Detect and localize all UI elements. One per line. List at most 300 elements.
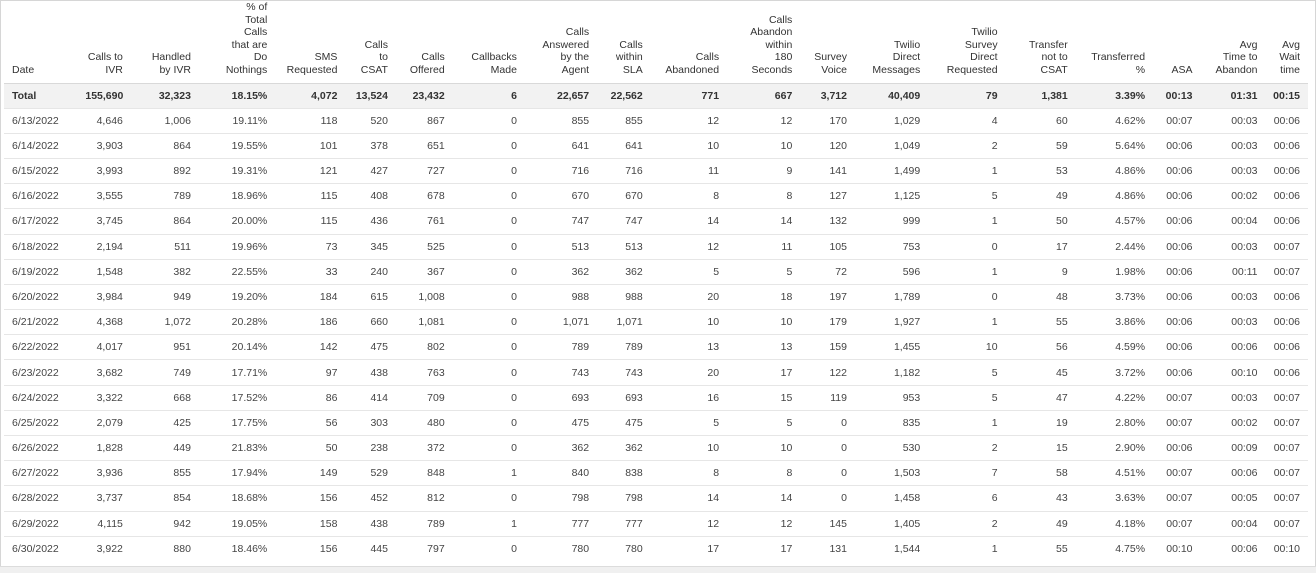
table-row bbox=[4, 360, 1308, 385]
table-cell: 00:06 bbox=[1266, 133, 1308, 158]
table-cell: 1,071 bbox=[525, 310, 597, 335]
table-cell: 184 bbox=[275, 284, 345, 309]
table-cell: 848 bbox=[396, 461, 453, 486]
table-cell: 596 bbox=[855, 259, 928, 284]
table-cell: 238 bbox=[345, 436, 396, 461]
table-cell: 5 bbox=[928, 360, 1005, 385]
table-cell: 186 bbox=[275, 310, 345, 335]
table-cell: 2 bbox=[928, 133, 1005, 158]
table-cell: 14 bbox=[651, 486, 727, 511]
table-cell: 00:10 bbox=[1201, 360, 1266, 385]
table-cell: 3,745 bbox=[81, 209, 131, 234]
table-cell: 880 bbox=[131, 536, 199, 561]
table-cell: 17.75% bbox=[199, 410, 275, 435]
table-cell: 0 bbox=[453, 158, 525, 183]
table-cell: 812 bbox=[396, 486, 453, 511]
row-date-cell: 6/24/2022 bbox=[4, 385, 81, 410]
row-date-cell: 6/27/2022 bbox=[4, 461, 81, 486]
row-date-cell: 6/17/2022 bbox=[4, 209, 81, 234]
table-cell: 14 bbox=[727, 209, 800, 234]
table-cell: 0 bbox=[800, 486, 855, 511]
column-header[interactable]: Twilio Survey Direct Requested bbox=[946, 26, 998, 76]
table-cell: 00:07 bbox=[1266, 259, 1308, 284]
table-row bbox=[4, 335, 1308, 360]
table-row bbox=[4, 436, 1308, 461]
table-cell: 427 bbox=[345, 158, 396, 183]
table-cell: 0 bbox=[453, 410, 525, 435]
table-cell: 1,503 bbox=[855, 461, 928, 486]
row-date-cell: 6/16/2022 bbox=[4, 184, 81, 209]
table-cell: 170 bbox=[800, 108, 855, 133]
table-cell: 142 bbox=[275, 335, 345, 360]
table-cell: 1,049 bbox=[855, 133, 928, 158]
table-cell: 3.39% bbox=[1076, 83, 1153, 108]
table-cell: 4.62% bbox=[1076, 108, 1153, 133]
table-cell: 854 bbox=[131, 486, 199, 511]
table-cell: 362 bbox=[525, 436, 597, 461]
table-cell: 0 bbox=[453, 335, 525, 360]
row-date-cell: 6/25/2022 bbox=[4, 410, 81, 435]
table-cell: 864 bbox=[131, 209, 199, 234]
table-cell: 743 bbox=[597, 360, 651, 385]
table-cell: 00:06 bbox=[1266, 158, 1308, 183]
table-cell: 00:07 bbox=[1266, 436, 1308, 461]
table-cell: 1 bbox=[453, 511, 525, 536]
column-header[interactable]: Calls Offered bbox=[409, 51, 445, 76]
table-cell: 132 bbox=[800, 209, 855, 234]
table-cell: 22,657 bbox=[525, 83, 597, 108]
table-cell: 1.98% bbox=[1076, 259, 1153, 284]
table-cell: 1,458 bbox=[855, 486, 928, 511]
column-header[interactable]: Transferred % bbox=[1091, 51, 1146, 76]
table-cell: 00:03 bbox=[1201, 108, 1266, 133]
table-cell: 303 bbox=[345, 410, 396, 435]
table-row bbox=[4, 511, 1308, 536]
table-cell: 408 bbox=[345, 184, 396, 209]
table-cell: 651 bbox=[396, 133, 453, 158]
column-header[interactable]: Calls Abandon within 180 Seconds bbox=[750, 13, 793, 76]
column-header[interactable]: Twilio Direct Messages bbox=[872, 38, 921, 76]
table-cell: 00:03 bbox=[1201, 284, 1266, 309]
table-cell: 475 bbox=[345, 335, 396, 360]
table-cell: 475 bbox=[597, 410, 651, 435]
table-cell: 4.57% bbox=[1076, 209, 1153, 234]
table-cell: 513 bbox=[525, 234, 597, 259]
table-cell: 47 bbox=[1006, 385, 1076, 410]
column-header[interactable]: Transfer not to CSAT bbox=[1029, 38, 1068, 76]
row-date-cell: 6/21/2022 bbox=[4, 310, 81, 335]
column-header[interactable]: Avg Wait time bbox=[1279, 38, 1300, 76]
row-date-cell: 6/28/2022 bbox=[4, 486, 81, 511]
table-cell: 3,555 bbox=[81, 184, 131, 209]
table-cell: 10 bbox=[651, 436, 727, 461]
row-date-cell: 6/15/2022 bbox=[4, 158, 81, 183]
table-cell: 8 bbox=[651, 184, 727, 209]
table-cell: 693 bbox=[525, 385, 597, 410]
table-cell: 56 bbox=[1006, 335, 1076, 360]
table-cell: 855 bbox=[525, 108, 597, 133]
table-cell: 951 bbox=[131, 335, 199, 360]
table-row bbox=[4, 184, 1308, 209]
table-cell: 942 bbox=[131, 511, 199, 536]
table-cell: 58 bbox=[1006, 461, 1076, 486]
table-cell: 4.18% bbox=[1076, 511, 1153, 536]
table-cell: 00:06 bbox=[1153, 158, 1200, 183]
table-cell: 855 bbox=[131, 461, 199, 486]
column-header[interactable]: ASA bbox=[1171, 63, 1193, 76]
table-cell: 120 bbox=[800, 133, 855, 158]
table-cell: 8 bbox=[727, 184, 800, 209]
table-cell: 641 bbox=[597, 133, 651, 158]
table-cell: 197 bbox=[800, 284, 855, 309]
table-cell: 15 bbox=[727, 385, 800, 410]
table-cell: 864 bbox=[131, 133, 199, 158]
table-cell: 9 bbox=[727, 158, 800, 183]
table-cell: 131 bbox=[800, 536, 855, 561]
table-cell: 3.72% bbox=[1076, 360, 1153, 385]
table-cell: 00:06 bbox=[1153, 360, 1200, 385]
table-cell: 4,017 bbox=[81, 335, 131, 360]
table-cell: 641 bbox=[525, 133, 597, 158]
table-cell: 00:06 bbox=[1153, 284, 1200, 309]
table-cell: 40,409 bbox=[855, 83, 928, 108]
table-cell: 20.00% bbox=[199, 209, 275, 234]
table-cell: 747 bbox=[525, 209, 597, 234]
table-cell: 988 bbox=[525, 284, 597, 309]
table-cell: 20.28% bbox=[199, 310, 275, 335]
table-cell: 362 bbox=[597, 436, 651, 461]
table-cell: 716 bbox=[597, 158, 651, 183]
table-cell: 00:06 bbox=[1266, 284, 1308, 309]
table-cell: 16 bbox=[651, 385, 727, 410]
table-cell: 436 bbox=[345, 209, 396, 234]
table-cell: 50 bbox=[275, 436, 345, 461]
table-cell: 00:07 bbox=[1266, 486, 1308, 511]
table-cell: 0 bbox=[453, 536, 525, 561]
table-cell: 789 bbox=[597, 335, 651, 360]
table-cell: 00:06 bbox=[1266, 184, 1308, 209]
table-cell: 18 bbox=[727, 284, 800, 309]
column-header[interactable]: Calls to CSAT bbox=[360, 38, 388, 76]
table-cell: 00:06 bbox=[1153, 133, 1200, 158]
table-cell: 240 bbox=[345, 259, 396, 284]
row-date-cell: 6/18/2022 bbox=[4, 234, 81, 259]
table-row bbox=[4, 536, 1308, 561]
table-cell: 988 bbox=[597, 284, 651, 309]
table-cell: 19.96% bbox=[199, 234, 275, 259]
table-cell: 867 bbox=[396, 108, 453, 133]
table-cell: 17 bbox=[727, 360, 800, 385]
table-cell: 00:07 bbox=[1153, 511, 1200, 536]
table-cell: 727 bbox=[396, 158, 453, 183]
table-cell: 9 bbox=[1006, 259, 1076, 284]
table-cell: 0 bbox=[928, 234, 1005, 259]
table-cell: 802 bbox=[396, 335, 453, 360]
table-cell: 670 bbox=[597, 184, 651, 209]
table-cell: 18.46% bbox=[199, 536, 275, 561]
table-cell: 4.86% bbox=[1076, 158, 1153, 183]
table-cell: 22,562 bbox=[597, 83, 651, 108]
table-cell: 19.05% bbox=[199, 511, 275, 536]
column-header[interactable]: % of Total Calls that are Do Nothings bbox=[225, 1, 268, 76]
table-cell: 0 bbox=[453, 436, 525, 461]
table-cell: 17 bbox=[1006, 234, 1076, 259]
table-cell: 00:07 bbox=[1153, 461, 1200, 486]
table-cell: 777 bbox=[525, 511, 597, 536]
table-cell: 86 bbox=[275, 385, 345, 410]
table-cell: 4,368 bbox=[81, 310, 131, 335]
table-cell: 00:06 bbox=[1266, 209, 1308, 234]
table-cell: 00:03 bbox=[1201, 310, 1266, 335]
table-cell: 00:06 bbox=[1266, 335, 1308, 360]
table-row bbox=[4, 310, 1308, 335]
table-cell: 00:06 bbox=[1153, 335, 1200, 360]
table-cell: 4.86% bbox=[1076, 184, 1153, 209]
table-cell: 101 bbox=[275, 133, 345, 158]
table-cell: 1 bbox=[928, 410, 1005, 435]
table-cell: 5 bbox=[727, 410, 800, 435]
table-cell: 0 bbox=[453, 108, 525, 133]
table-cell: 1,071 bbox=[597, 310, 651, 335]
table-row bbox=[4, 108, 1308, 133]
table-cell: 53 bbox=[1006, 158, 1076, 183]
table-cell: 362 bbox=[525, 259, 597, 284]
table-cell: 530 bbox=[855, 436, 928, 461]
table-cell: 1 bbox=[928, 209, 1005, 234]
table-cell: 115 bbox=[275, 209, 345, 234]
column-header[interactable]: Callbacks Made bbox=[471, 51, 517, 76]
table-cell: 615 bbox=[345, 284, 396, 309]
table-cell: 121 bbox=[275, 158, 345, 183]
table-cell: 00:10 bbox=[1266, 536, 1308, 561]
row-date-cell: 6/20/2022 bbox=[4, 284, 81, 309]
horizontal-scrollbar[interactable] bbox=[0, 566, 1316, 573]
table-cell: 00:06 bbox=[1153, 209, 1200, 234]
call-metrics-table bbox=[4, 1, 1308, 561]
table-cell: 0 bbox=[800, 410, 855, 435]
table-cell: 2.44% bbox=[1076, 234, 1153, 259]
table-cell: 55 bbox=[1006, 310, 1076, 335]
table-row bbox=[4, 461, 1308, 486]
table-cell: 0 bbox=[928, 284, 1005, 309]
table-cell: 00:02 bbox=[1201, 184, 1266, 209]
column-header[interactable]: Survey Voice bbox=[814, 51, 847, 76]
table-cell: 6 bbox=[928, 486, 1005, 511]
table-cell: 5 bbox=[928, 184, 1005, 209]
column-header[interactable]: Calls within SLA bbox=[615, 38, 643, 76]
table-cell: 789 bbox=[396, 511, 453, 536]
table-cell: 43 bbox=[1006, 486, 1076, 511]
table-cell: 372 bbox=[396, 436, 453, 461]
table-cell: 00:06 bbox=[1153, 259, 1200, 284]
table-cell: 1,544 bbox=[855, 536, 928, 561]
table-cell: 747 bbox=[597, 209, 651, 234]
table-cell: 0 bbox=[800, 436, 855, 461]
table-cell: 00:03 bbox=[1201, 385, 1266, 410]
table-cell: 1,008 bbox=[396, 284, 453, 309]
table-cell: 17.52% bbox=[199, 385, 275, 410]
table-cell: 00:03 bbox=[1201, 133, 1266, 158]
column-header[interactable]: SMS Requested bbox=[286, 51, 338, 76]
table-row bbox=[4, 234, 1308, 259]
table-cell: 771 bbox=[651, 83, 727, 108]
table-row bbox=[4, 209, 1308, 234]
table-cell: 00:03 bbox=[1201, 158, 1266, 183]
table-row bbox=[4, 385, 1308, 410]
table-row bbox=[4, 284, 1308, 309]
table-row bbox=[4, 133, 1308, 158]
table-cell: 49 bbox=[1006, 511, 1076, 536]
table-cell: 55 bbox=[1006, 536, 1076, 561]
table-cell: 60 bbox=[1006, 108, 1076, 133]
table-cell: 105 bbox=[800, 234, 855, 259]
table-cell: 3,984 bbox=[81, 284, 131, 309]
table-cell: 149 bbox=[275, 461, 345, 486]
table-cell: 0 bbox=[453, 209, 525, 234]
table-cell: 3,936 bbox=[81, 461, 131, 486]
table-cell: 838 bbox=[597, 461, 651, 486]
table-cell: 00:03 bbox=[1201, 234, 1266, 259]
table-cell: 999 bbox=[855, 209, 928, 234]
column-header[interactable]: Calls Abandoned bbox=[665, 51, 720, 76]
table-cell: 5 bbox=[727, 259, 800, 284]
table-cell: 438 bbox=[345, 360, 396, 385]
table-cell: 3.86% bbox=[1076, 310, 1153, 335]
table-cell: 118 bbox=[275, 108, 345, 133]
table-cell: 892 bbox=[131, 158, 199, 183]
table-cell: 00:11 bbox=[1201, 259, 1266, 284]
table-cell: 445 bbox=[345, 536, 396, 561]
row-date-cell: Total bbox=[4, 83, 81, 108]
table-cell: 00:06 bbox=[1201, 335, 1266, 360]
table-cell: 10 bbox=[727, 133, 800, 158]
table-cell: 667 bbox=[727, 83, 800, 108]
table-cell: 763 bbox=[396, 360, 453, 385]
table-cell: 1 bbox=[928, 310, 1005, 335]
column-header[interactable]: Calls to IVR bbox=[87, 51, 123, 76]
table-cell: 1,006 bbox=[131, 108, 199, 133]
table-cell: 475 bbox=[525, 410, 597, 435]
table-cell: 10 bbox=[727, 436, 800, 461]
table-cell: 798 bbox=[525, 486, 597, 511]
table-cell: 8 bbox=[651, 461, 727, 486]
table-cell: 00:07 bbox=[1153, 410, 1200, 435]
table-cell: 0 bbox=[453, 486, 525, 511]
table-cell: 1 bbox=[928, 158, 1005, 183]
column-header[interactable]: Calls Answered by the Agent bbox=[542, 26, 590, 76]
table-cell: 949 bbox=[131, 284, 199, 309]
table-cell: 1,405 bbox=[855, 511, 928, 536]
table-cell: 01:31 bbox=[1201, 83, 1266, 108]
table-cell: 1,081 bbox=[396, 310, 453, 335]
table-cell: 529 bbox=[345, 461, 396, 486]
table-cell: 17 bbox=[651, 536, 727, 561]
table-cell: 5.64% bbox=[1076, 133, 1153, 158]
table-cell: 953 bbox=[855, 385, 928, 410]
table-cell: 5 bbox=[928, 385, 1005, 410]
table-cell: 0 bbox=[453, 184, 525, 209]
table-cell: 12 bbox=[651, 108, 727, 133]
table-cell: 1 bbox=[928, 536, 1005, 561]
table-cell: 56 bbox=[275, 410, 345, 435]
table-cell: 00:06 bbox=[1153, 234, 1200, 259]
table-cell: 00:05 bbox=[1201, 486, 1266, 511]
table-cell: 73 bbox=[275, 234, 345, 259]
table-cell: 452 bbox=[345, 486, 396, 511]
row-date-cell: 6/22/2022 bbox=[4, 335, 81, 360]
table-cell: 4.75% bbox=[1076, 536, 1153, 561]
table-cell: 743 bbox=[525, 360, 597, 385]
table-cell: 2,194 bbox=[81, 234, 131, 259]
row-date-cell: 6/14/2022 bbox=[4, 133, 81, 158]
table-cell: 2,079 bbox=[81, 410, 131, 435]
table-cell: 00:06 bbox=[1153, 184, 1200, 209]
table-cell: 00:07 bbox=[1153, 108, 1200, 133]
table-cell: 20 bbox=[651, 360, 727, 385]
table-cell: 511 bbox=[131, 234, 199, 259]
table-cell: 33 bbox=[275, 259, 345, 284]
table-cell: 00:09 bbox=[1201, 436, 1266, 461]
table-cell: 122 bbox=[800, 360, 855, 385]
table-cell: 1,499 bbox=[855, 158, 928, 183]
table-cell: 367 bbox=[396, 259, 453, 284]
table-cell: 425 bbox=[131, 410, 199, 435]
table-cell: 5 bbox=[651, 259, 727, 284]
column-header[interactable]: Avg Time to Abandon bbox=[1215, 38, 1258, 76]
table-cell: 753 bbox=[855, 234, 928, 259]
column-header[interactable]: Handled by IVR bbox=[151, 51, 191, 76]
table-cell: 119 bbox=[800, 385, 855, 410]
table-cell: 3,712 bbox=[800, 83, 855, 108]
table-cell: 10 bbox=[651, 310, 727, 335]
table-cell: 0 bbox=[453, 360, 525, 385]
table-cell: 18.96% bbox=[199, 184, 275, 209]
table-cell: 525 bbox=[396, 234, 453, 259]
table-cell: 10 bbox=[727, 310, 800, 335]
table-cell: 59 bbox=[1006, 133, 1076, 158]
table-cell: 00:13 bbox=[1153, 83, 1200, 108]
table-cell: 8 bbox=[727, 461, 800, 486]
table-cell: 414 bbox=[345, 385, 396, 410]
table-header-row bbox=[4, 1, 1308, 83]
row-date-cell: 6/23/2022 bbox=[4, 360, 81, 385]
table-cell: 00:07 bbox=[1266, 410, 1308, 435]
table-cell: 14 bbox=[727, 486, 800, 511]
table-cell: 2 bbox=[928, 436, 1005, 461]
table-cell: 00:06 bbox=[1266, 360, 1308, 385]
table-cell: 17.94% bbox=[199, 461, 275, 486]
table-cell: 3.73% bbox=[1076, 284, 1153, 309]
table-cell: 1,182 bbox=[855, 360, 928, 385]
table-cell: 48 bbox=[1006, 284, 1076, 309]
table-cell: 1,072 bbox=[131, 310, 199, 335]
table-cell: 17.71% bbox=[199, 360, 275, 385]
table-cell: 21.83% bbox=[199, 436, 275, 461]
table-cell: 13 bbox=[651, 335, 727, 360]
table-cell: 14 bbox=[651, 209, 727, 234]
table-cell: 159 bbox=[800, 335, 855, 360]
table-cell: 0 bbox=[453, 385, 525, 410]
column-header[interactable]: Date bbox=[12, 63, 35, 76]
table-cell: 158 bbox=[275, 511, 345, 536]
table-cell: 480 bbox=[396, 410, 453, 435]
table-cell: 2 bbox=[928, 511, 1005, 536]
table-cell: 780 bbox=[525, 536, 597, 561]
table-cell: 145 bbox=[800, 511, 855, 536]
table-cell: 00:06 bbox=[1153, 310, 1200, 335]
table-cell: 5 bbox=[651, 410, 727, 435]
table-cell: 00:06 bbox=[1266, 108, 1308, 133]
